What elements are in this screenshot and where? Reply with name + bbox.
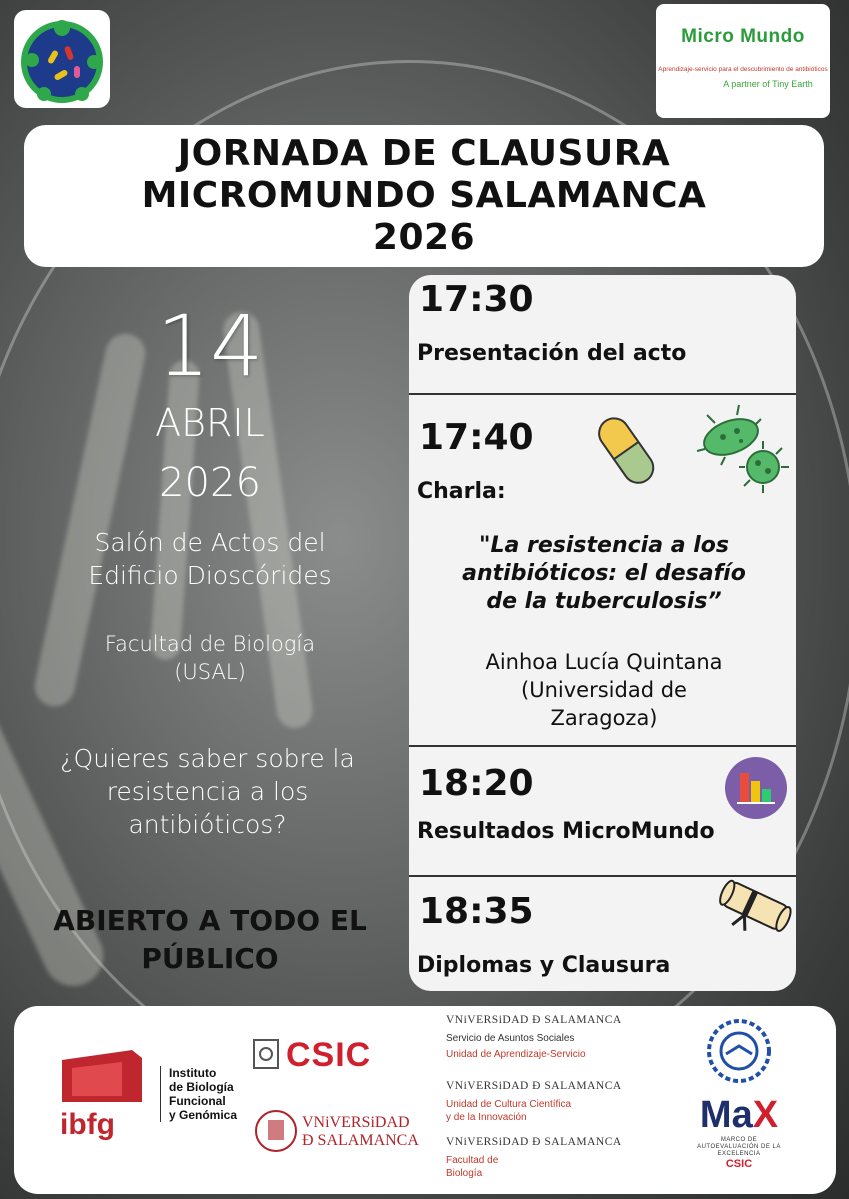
usal-cultura-cientifica [446, 1080, 622, 1124]
ibfg-line-2: de Biología [169, 1080, 234, 1094]
max-emblem-icon [704, 1016, 774, 1086]
usal-unit: Unidad de Aprendizaje-Servicio [446, 1049, 586, 1060]
question-line-3: antibióticos? [128, 810, 287, 839]
speaker-line-3: Zaragoza) [550, 706, 658, 730]
slot-label: Charla: [417, 479, 506, 504]
event-month: ABRIL [155, 401, 265, 445]
open-line-2: PÚBLICO [141, 942, 279, 975]
venue-line-1: Salón de Actos del [94, 528, 326, 557]
bacteria-icon [695, 403, 791, 499]
talk-title-line-1: "La resistencia a los [479, 533, 729, 558]
slot-time: 17:40 [419, 417, 534, 458]
speaker-line-2: (Universidad de [521, 678, 687, 702]
slot-time: 17:30 [419, 279, 534, 320]
usal-facultad-biologia [446, 1136, 622, 1180]
event-venue [10, 526, 410, 592]
open-to-public [0, 902, 420, 978]
max-sub-line-3: EXCELENCIA [717, 1151, 761, 1157]
max-logo [674, 1016, 804, 1186]
speaker-line-1: Ainhoa Lucía Quintana [485, 650, 723, 674]
usal-line-1: VNiVERSiDAD [302, 1114, 410, 1131]
csic-logo: CSIC [286, 1036, 372, 1074]
usal-logo [302, 1114, 419, 1150]
event-question [0, 742, 415, 841]
max-sub-line-2: AUTOEVALUACIÓN DE LA [697, 1144, 781, 1150]
schedule-panel [409, 275, 796, 991]
max-x: X [752, 1094, 779, 1136]
micromundo-logo [656, 4, 830, 118]
usal-heading: VNiVERSiDAD Ð SALAMANCA [446, 1014, 622, 1026]
slot-label: Resultados MicroMundo [417, 819, 715, 844]
micromundo-tagline: Aprendizaje-servicio para el descubrimiento de antibióticos [658, 66, 828, 73]
slot-time: 18:35 [419, 891, 534, 932]
micromundo-circle-logo [14, 10, 110, 108]
usal-faculty-line-1: Facultad de [446, 1155, 499, 1166]
event-faculty [40, 630, 380, 686]
title-banner [24, 125, 824, 267]
usal-line-2: Ð SALAMANCA [302, 1132, 419, 1149]
pill-icon [587, 410, 667, 490]
usal-heading: VNiVERSiDAD Ð SALAMANCA [446, 1136, 622, 1148]
micromundo-name: Micro Mundo [681, 26, 805, 47]
usal-faculty-line-2: Biología [446, 1168, 483, 1179]
bar-chart-icon [723, 755, 789, 821]
ibfg-name [160, 1066, 237, 1122]
event-day: 14 [156, 297, 264, 395]
sponsor-logos [14, 1006, 836, 1194]
usal-unit-line-1: Unidad de Cultura Científica [446, 1099, 572, 1110]
micromundo-partner: A partner of Tiny Earth [723, 79, 813, 89]
usal-asuntos-sociales [446, 1014, 622, 1061]
question-line-2: resistencia a los [106, 777, 309, 806]
talk-title-line-3: de la tuberculosis” [486, 589, 722, 614]
title-line-1: JORNADA DE CLAUSURA [177, 133, 671, 174]
open-line-1: ABIERTO A TODO EL [53, 904, 367, 937]
venue-line-2: Edificio Dioscórides [88, 561, 332, 590]
ibfg-line-4: y Genómica [169, 1108, 238, 1122]
faculty-line-2: (USAL) [174, 660, 246, 684]
diploma-icon [715, 877, 795, 941]
event-year: 2026 [159, 460, 261, 506]
ibfg-abbr: ibfg [60, 1108, 115, 1140]
schedule-slot [409, 275, 796, 395]
question-line-1: ¿Quieres saber sobre la [60, 744, 355, 773]
max-csic: CSIC [725, 1158, 753, 1170]
faculty-line-1: Facultad de Biología [104, 632, 316, 656]
usal-unit-line-2: y de la Innovación [446, 1112, 527, 1123]
ibfg-line-1: Instituto [169, 1066, 217, 1080]
ibfg-logo [52, 1050, 152, 1140]
title-line-2: MICROMUNDO SALAMANCA [141, 175, 707, 216]
csic-emblem-icon [250, 1036, 282, 1072]
talk-title-line-2: antibióticos: el desafío [462, 561, 746, 586]
slot-label: Presentación del acto [417, 341, 687, 366]
slot-label: Diplomas y Clausura [417, 953, 671, 978]
usal-seal-icon [254, 1106, 298, 1156]
usal-heading: VNiVERSiDAD Ð SALAMANCA [446, 1080, 622, 1092]
slot-time: 18:20 [419, 763, 534, 804]
usal-service: Servicio de Asuntos Sociales [446, 1033, 575, 1044]
max-ma: Ma [699, 1094, 753, 1136]
max-sub-line-1: MARCO DE [720, 1137, 758, 1143]
ibfg-line-3: Funcional [169, 1094, 226, 1108]
title-line-3: 2026 [372, 217, 476, 258]
talk-speaker [429, 648, 779, 732]
talk-title [429, 532, 779, 616]
max-word [674, 1094, 804, 1137]
